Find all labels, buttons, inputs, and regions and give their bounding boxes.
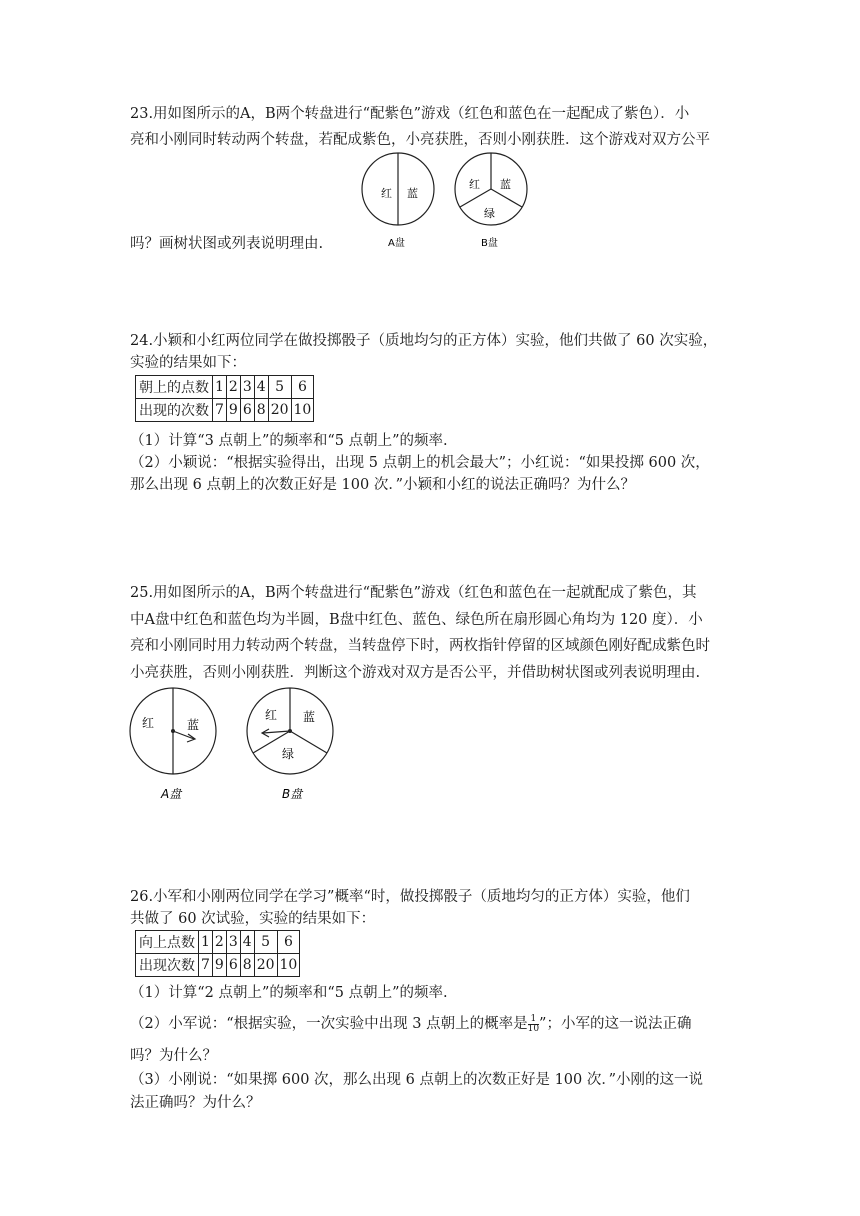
q25-disk-a-red-label: 红 bbox=[142, 716, 155, 730]
q25-disk-b-caption: B盘 bbox=[282, 787, 303, 801]
table-cell: 5 bbox=[268, 376, 291, 399]
q24-part-2-line-1: （2）小颖说：“根据实验得出，出现 5 点朝上的机会最大”；小红说：“如果投掷 600 次， bbox=[130, 455, 710, 471]
q23-disk-a-caption: A盘 bbox=[388, 238, 405, 249]
q26-line-2: 共做了 60 次试验，实验的结果如下： bbox=[130, 911, 376, 927]
q25-line-1: 25.用如图所示的A，B两个转盘进行“配紫色”游戏（红色和蓝色在一起就配成了紫色，其 bbox=[130, 585, 697, 601]
q25-line-2: 中A盘中红色和蓝色均为半圆，B盘中红色、蓝色、绿色所在扇形圆心角均为 120 度）．小 bbox=[130, 612, 703, 628]
table-cell: 3 bbox=[240, 376, 254, 399]
table-row bbox=[136, 954, 300, 977]
q23-disk-b bbox=[455, 153, 527, 249]
q23-disk-b-caption: B盘 bbox=[481, 238, 498, 249]
q23-figure bbox=[355, 150, 535, 255]
q23-disk-a bbox=[362, 153, 434, 249]
q23-disk-b-red-label: 红 bbox=[469, 178, 480, 191]
q23-disk-a-red-label: 红 bbox=[381, 187, 392, 200]
q26-part-1: （1）计算“2 点朝上”的频率和“5 点朝上”的频率. bbox=[130, 985, 448, 1001]
q25-disk-a-caption: A盘 bbox=[161, 787, 182, 801]
q23-line-1: 23.用如图所示的A，B两个转盘进行“配紫色”游戏（红色和蓝色在一起配成了紫色）．小 bbox=[130, 106, 690, 122]
q25-disk-b-red-label: 红 bbox=[265, 708, 278, 722]
q26-part-2-line-1 bbox=[130, 1014, 691, 1034]
q25-disk-a-blue-label: 蓝 bbox=[187, 718, 200, 732]
table-cell: 2 bbox=[212, 931, 226, 954]
q26-fraction-numerator: 1 bbox=[528, 1015, 539, 1025]
q25-figure bbox=[125, 686, 345, 806]
q23-disk-a-blue-label: 蓝 bbox=[407, 187, 418, 200]
table-cell: 4 bbox=[240, 931, 254, 954]
q25-disk-b-green-label: 绿 bbox=[282, 747, 295, 761]
q26-row2-label: 出现次数 bbox=[136, 954, 199, 977]
q26-line-1: 26.小军和小刚两位同学在学习”概率“时，做投掷骰子（质地均匀的正方体）实验，他们 bbox=[130, 889, 690, 905]
table-row bbox=[136, 376, 314, 399]
table-cell: 9 bbox=[226, 399, 240, 422]
q23-line-3: 吗？画树状图或列表说明理由. bbox=[130, 236, 324, 252]
q24-row1-label: 朝上的点数 bbox=[136, 376, 213, 399]
q23-disk-b-green-label: 绿 bbox=[484, 207, 495, 220]
table-cell: 10 bbox=[291, 399, 314, 422]
q26-part-2-text-before: （2）小军说：“根据实验，一次实验中出现 3 点朝上的概率是 bbox=[130, 1016, 528, 1032]
table-cell: 7 bbox=[213, 399, 227, 422]
table-cell: 6 bbox=[226, 954, 240, 977]
q25-disk-b bbox=[247, 688, 333, 801]
table-cell: 3 bbox=[226, 931, 240, 954]
q26-fraction-denominator: 10 bbox=[527, 1023, 540, 1034]
q26-part-2-line-2: 吗？为什么？ bbox=[130, 1048, 217, 1064]
table-cell: 6 bbox=[277, 931, 300, 954]
table-cell: 4 bbox=[254, 376, 268, 399]
q24-row2-label: 出现的次数 bbox=[136, 399, 213, 422]
table-cell: 10 bbox=[277, 954, 300, 977]
q26-part-3-line-1: （3）小刚说：“如果掷 600 次，那么出现 6 点朝上的次数正好是 100 次．”小刚的这一说 bbox=[130, 1072, 704, 1088]
table-cell: 1 bbox=[213, 376, 227, 399]
q24-part-2-line-2: 那么出现 6 点朝上的次数正好是 100 次．”小颖和小红的说法正确吗？为什么？ bbox=[130, 477, 635, 493]
q24-line-2: 实验的结果如下： bbox=[130, 355, 246, 371]
table-cell: 5 bbox=[254, 931, 277, 954]
q23-line-2: 亮和小刚同时转动两个转盘，若配成紫色，小亮获胜，否则小刚获胜．这个游戏对双方公平 bbox=[130, 132, 710, 148]
table-cell: 20 bbox=[254, 954, 277, 977]
q26-fraction bbox=[528, 1015, 539, 1034]
q25-line-3: 亮和小刚同时用力转动两个转盘，当转盘停下时，两枚指针停留的区域颜色刚好配成紫色时 bbox=[130, 638, 710, 654]
table-cell: 1 bbox=[199, 931, 213, 954]
q26-part-2-text-after: ”；小军的这一说法正确 bbox=[539, 1016, 692, 1032]
q25-line-4: 小亮获胜，否则小刚获胜．判断这个游戏对双方是否公平，并借助树状图或列表说明理由. bbox=[130, 665, 701, 681]
q24-line-1: 24.小颖和小红两位同学在做投掷骰子（质地均匀的正方体）实验，他们共做了 60 次实验， bbox=[130, 333, 718, 349]
table-row bbox=[136, 931, 300, 954]
q23-disk-b-blue-label: 蓝 bbox=[500, 178, 511, 191]
table-cell: 8 bbox=[240, 954, 254, 977]
q26-row1-label: 向上点数 bbox=[136, 931, 199, 954]
q25-disk-b-blue-label: 蓝 bbox=[303, 710, 316, 724]
table-cell: 8 bbox=[254, 399, 268, 422]
table-cell: 9 bbox=[212, 954, 226, 977]
table-cell: 20 bbox=[268, 399, 291, 422]
table-cell: 7 bbox=[199, 954, 213, 977]
table-cell: 6 bbox=[240, 399, 254, 422]
q24-part-1: （1）计算“3 点朝上”的频率和“5 点朝上”的频率. bbox=[130, 433, 448, 449]
table-cell: 2 bbox=[226, 376, 240, 399]
q24-results-table bbox=[135, 375, 314, 422]
q25-disk-a-pointer bbox=[173, 731, 194, 739]
q25-disk-a bbox=[130, 688, 216, 801]
q25-disk-b-pointer bbox=[263, 731, 290, 733]
table-cell: 6 bbox=[291, 376, 314, 399]
q26-part-3-line-2: 法正确吗？为什么？ bbox=[130, 1095, 261, 1111]
table-row bbox=[136, 399, 314, 422]
q26-results-table bbox=[135, 930, 300, 977]
